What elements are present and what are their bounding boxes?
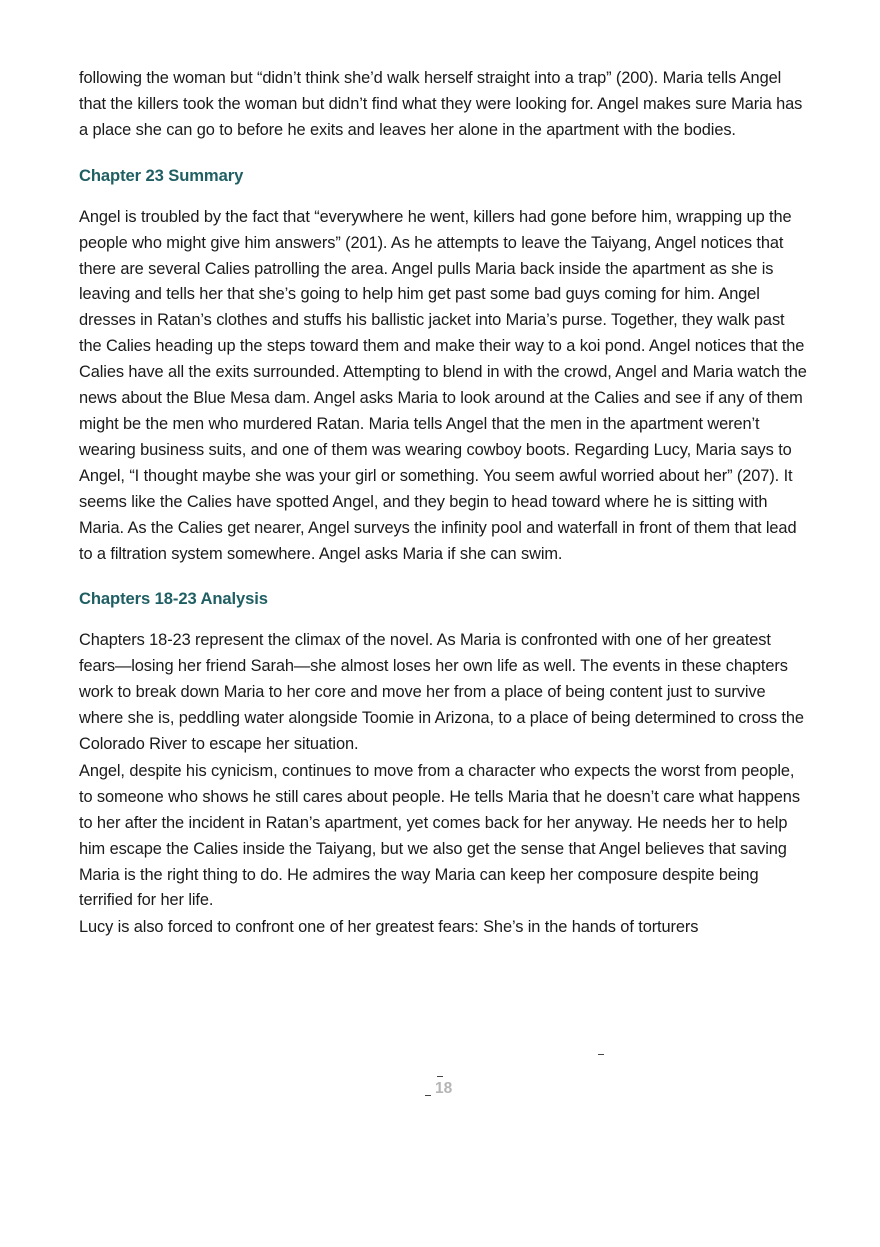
artifact-mark [437, 1076, 443, 1077]
artifact-mark [425, 1095, 431, 1096]
analysis-paragraph-1: Chapters 18-23 represent the climax of the novel. As Maria is confronted with one of her greatest fears—losing her friend Sarah—she almost loses her own life as well. The events in these chapters work to break down Maria to her core and move her from a place of being content just to survive where she is, peddling water alongside Toomie in Arizona, to a place of being determined to cross the Colorado River to escape her situation. [79, 631, 804, 754]
chapter-23-summary-paragraph: Angel is troubled by the fact that “everywhere he went, killers had gone before him, wrapping up the people who might give him answers” (201). As he attempts to leave the Taiyang, Angel notices that there are several Calies patrolling the area. Angel pulls Maria back inside the apartment as she is leaving and tells her that she’s going to help him get past some bad guys coming for him. Angel dresses in Ratan’s clothes and stuffs his ballistic jacket into Maria’s purse. Together, they walk past the Calies heading up the steps toward them and make their way to a koi pond. Angel notices that the Calies have all the exits surrounded. Attempting to blend in with the crowd, Angel and Maria watch the news about the Blue Mesa dam. Angel asks Maria to look around at the Calies and see if any of them might be the men who murdered Ratan. Maria tells Angel that the men in the apartment weren’t wearing business suits, and one of them was wearing cowboy boots. Regarding Lucy, Maria says to Angel, “I thought maybe she was your girl or something. You seem awful worried about her” (207). It seems like the Calies have spotted Angel, and they begin to head toward where he is sitting with Maria. As the Calies get nearer, Angel surveys the infinity pool and waterfall in front of them that lead to a filtration system somewhere. Angel asks Maria if she can swim. [79, 207, 807, 563]
artifact-mark [598, 1054, 604, 1055]
analysis-paragraph-3: Lucy is also forced to confront one of her greatest fears: She’s in the hands of torturers [79, 918, 699, 937]
intro-paragraph: following the woman but “didn’t think she’d walk herself straight into a trap” (200). Maria tells Angel that the killers took the woman but didn’t find what they were looking for. Angel makes sure Maria has a place she can go to before he exits and leaves her alone in the apartment with the bodies. [79, 69, 803, 139]
page-content [79, 66, 809, 941]
section-heading-chapters-analysis: Chapters 18-23 Analysis [79, 589, 268, 609]
section-heading-chapter-23-summary: Chapter 23 Summary [79, 165, 244, 185]
analysis-paragraph-2: Angel, despite his cynicism, continues to move from a character who expects the worst from people, to someone who shows he still cares about people. He tells Maria that he doesn’t care what happens to her after the incident in Ratan’s apartment, yet comes back for her anyway. He needs her to help him escape the Calies inside the Taiyang, but we also get the sense that Angel believes that saving Maria is the right thing to do. He admires the way Maria can keep her composure despite being terrified for her life. [79, 761, 800, 910]
page-number: 18 [435, 1080, 453, 1097]
